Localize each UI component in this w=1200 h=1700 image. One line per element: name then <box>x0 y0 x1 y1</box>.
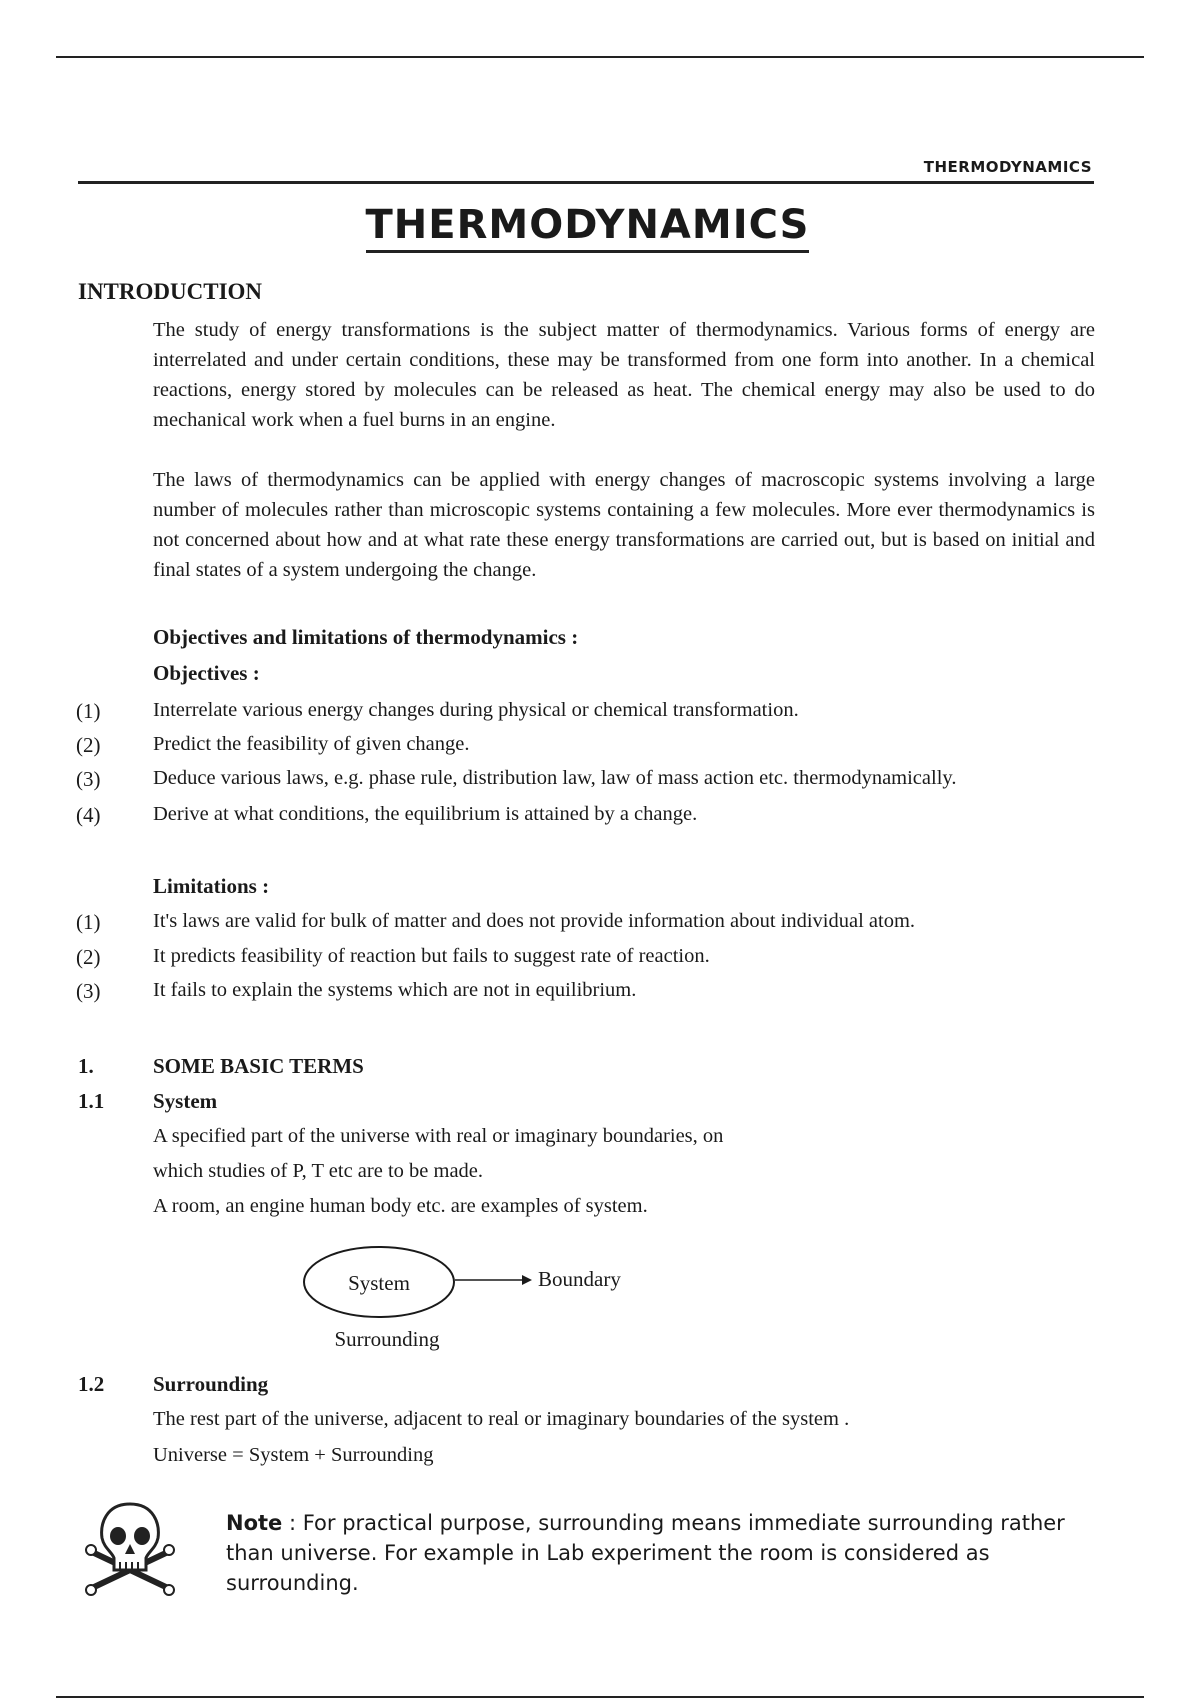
objective-item: Derive at what conditions, the equilibrium is attained by a change. <box>153 803 698 825</box>
note-text: : For practical purpose, surrounding means immediate surrounding rather than universe. For example in Lab experiment the room is considered as surrounding. <box>226 1511 1065 1595</box>
subsection-title-system: System <box>153 1089 218 1113</box>
objectives-heading: Objectives : <box>153 661 260 685</box>
limitation-number: (3) <box>76 979 101 1003</box>
diagram-system-label: System <box>348 1271 410 1295</box>
intro-paragraph-1: The study of energy transformations is the subject matter of thermodynamics. Various forms of energy are interrelated and under certain conditions, these may be transformed from one form into another. In a chemical reactions, energy stored by molecules can be released as heat. The chemical energy may also be used to do mechanical work when a fuel burns in an engine. <box>153 319 1095 431</box>
diagram-boundary-label: Boundary <box>538 1267 621 1291</box>
limitation-item: It predicts feasibility of reaction but fails to suggest rate of reaction. <box>153 945 710 967</box>
note-label: Note <box>226 1511 283 1535</box>
introduction-heading: INTRODUCTION <box>78 279 263 304</box>
surrounding-definition-line: The rest part of the universe, adjacent to real or imaginary boundaries of the system . <box>153 1408 850 1430</box>
intro-paragraph-2: The laws of thermodynamics can be applied with energy changes of macroscopic systems involving a large number of molecules rather than microscopic systems containing a few molecules. More ever thermodynamics is not concerned about how and at what rate these energy transformations are carried out, but is based on initial and final states of a system undergoing the change. <box>153 469 1095 581</box>
objectives-limitations-heading: Objectives and limitations of thermodynamics : <box>153 625 579 649</box>
page-title: THERMODYNAMICS <box>366 202 810 253</box>
header-rule <box>78 181 1094 184</box>
top-rule <box>56 56 1144 58</box>
skull-crossbones-icon <box>84 1500 176 1596</box>
system-diagram <box>290 1240 650 1360</box>
system-examples-line: A room, an engine human body etc. are examples of system. <box>153 1195 648 1217</box>
limitation-number: (1) <box>76 910 101 934</box>
limitation-number: (2) <box>76 945 101 969</box>
diagram-surrounding-label: Surrounding <box>334 1327 440 1351</box>
objective-number: (2) <box>76 733 101 757</box>
limitation-item: It fails to explain the systems which are not in equilibrium. <box>153 979 637 1001</box>
universe-equation-line: Universe = System + Surrounding <box>153 1444 434 1466</box>
running-head: THERMODYNAMICS <box>923 158 1092 176</box>
objective-number: (1) <box>76 699 101 723</box>
objective-item: Deduce various laws, e.g. phase rule, distribution law, law of mass action etc. thermodynamically. <box>153 767 957 789</box>
section-title: SOME BASIC TERMS <box>153 1054 364 1078</box>
system-definition-line: which studies of P, T etc are to be made. <box>153 1160 484 1182</box>
objective-number: (4) <box>76 803 101 827</box>
subsection-number: 1.1 <box>78 1089 105 1113</box>
bottom-rule <box>56 1696 1144 1698</box>
note-box <box>226 1508 1106 1598</box>
objective-item: Predict the feasibility of given change. <box>153 733 470 755</box>
objective-item: Interrelate various energy changes during physical or chemical transformation. <box>153 699 799 721</box>
system-definition-line: A specified part of the universe with real or imaginary boundaries, on <box>153 1125 724 1147</box>
page-title-wrap <box>0 202 1175 248</box>
objective-number: (3) <box>76 767 101 791</box>
subsection-title-surrounding: Surrounding <box>153 1372 269 1396</box>
boundary-arrow-head <box>522 1275 532 1285</box>
limitation-item: It's laws are valid for bulk of matter and does not provide information about individual atom. <box>153 910 916 932</box>
section-number: 1. <box>78 1054 94 1078</box>
subsection-number: 1.2 <box>78 1372 105 1396</box>
limitations-heading: Limitations : <box>153 874 270 898</box>
